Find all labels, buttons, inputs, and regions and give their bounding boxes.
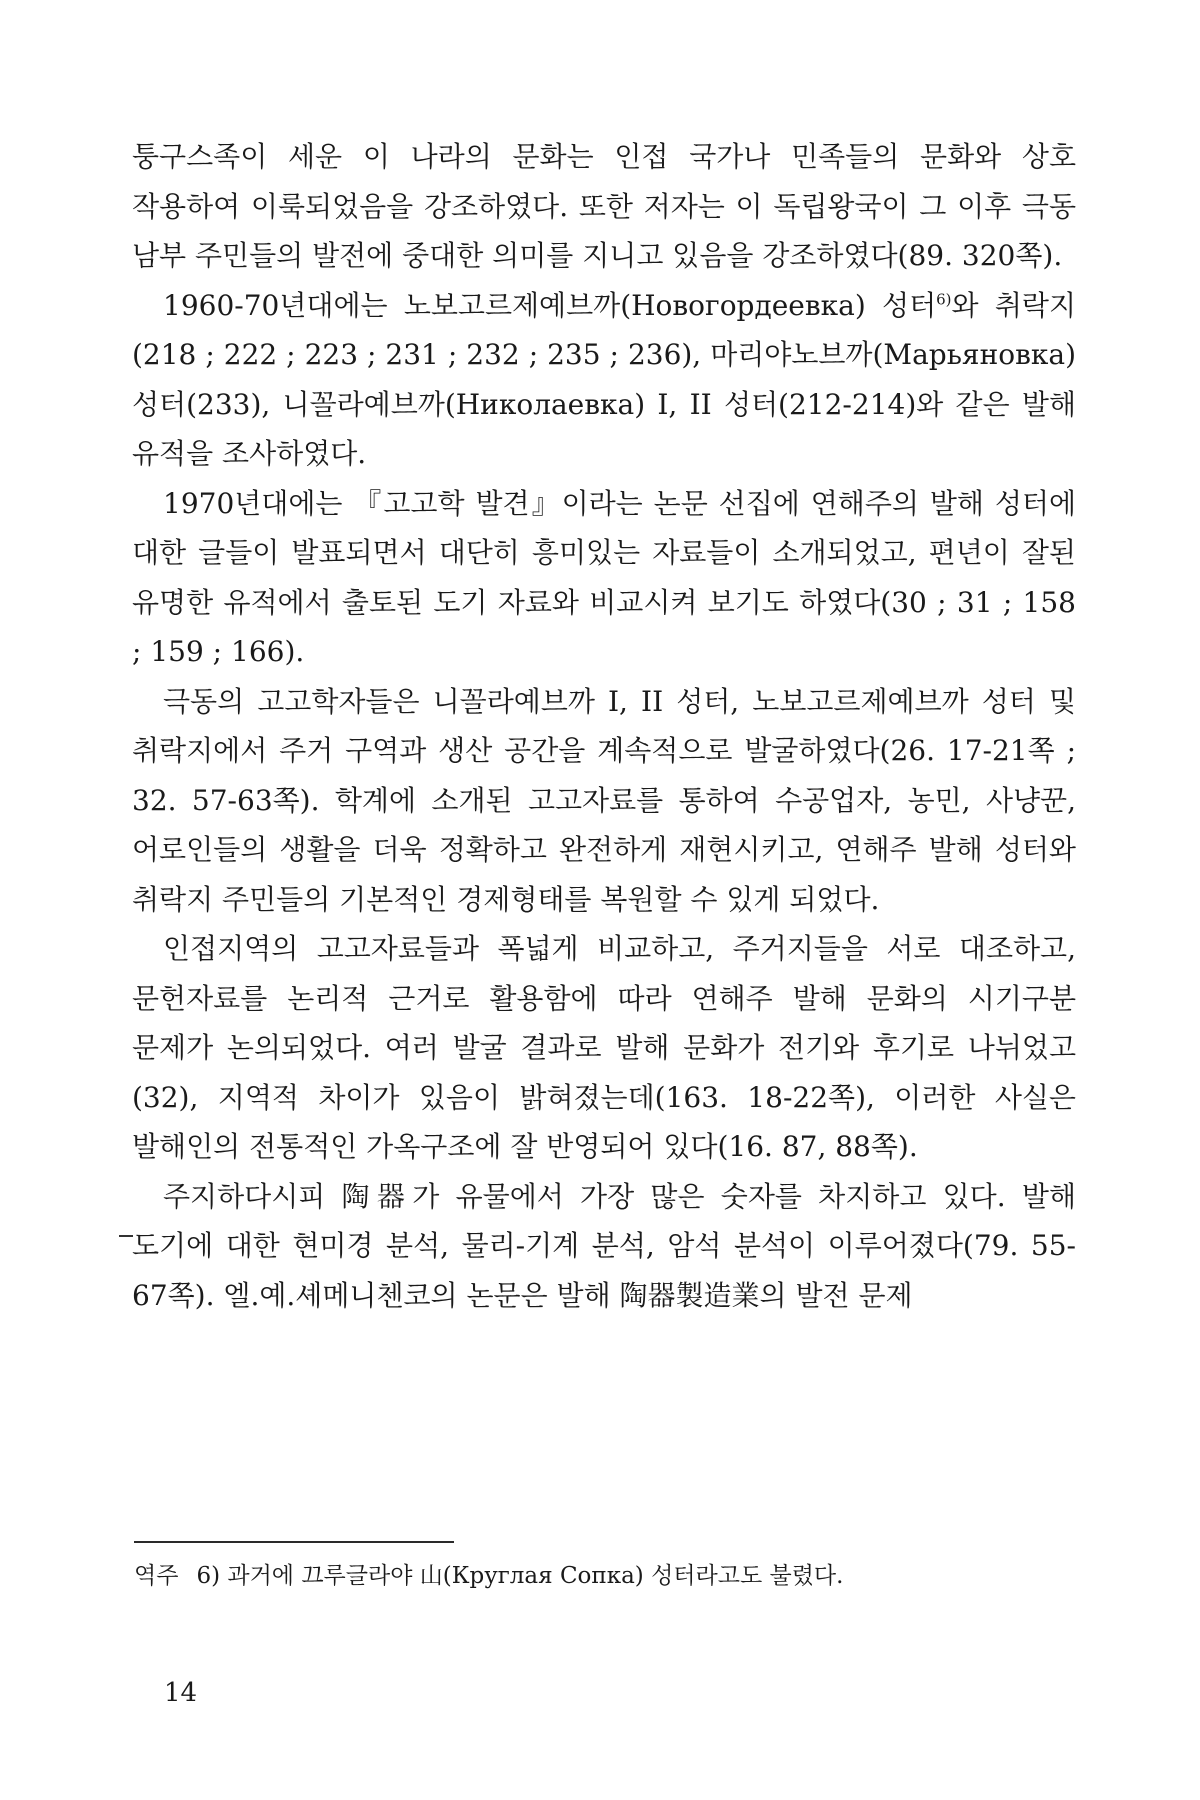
paragraph-2-text-before: 1960-70년대에는 노보고르제예브까(Новогордеевка) 성터: [163, 288, 937, 322]
paragraph-3: 1970년대에는 『고고학 발견』이라는 논문 선집에 연해주의 발해 성터에 대한 글들이 발표되면서 대단히 흥미있는 자료들이 소개되었고, 편년이 잘된 유명한 유적에서 출토된 도기 자료와 비교시켜 보기도 하였다(30 ; 31 ; 158 ; 159 ; 166).: [132, 486, 1076, 668]
body-text: [132, 132, 1076, 1320]
paragraph-6: 주지하다시피 陶器가 유물에서 가장 많은 숫자를 차지하고 있다. 발해 도기에 대한 현미경 분석, 물리-기계 분석, 암석 분석이 이루어졌다(79. 55-67쪽). 엘.예.셰메니첸코의 논문은 발해 陶器製造業의 발전 문제: [132, 1179, 1076, 1312]
paragraph-2-text-after: 와 취락지(218 ; 222 ; 223 ; 231 ; 232 ; 235 ; 236), 마리야노브까(Марьяновка) 성터(233), 니꼴라예브까(Николаевка) I, II 성터(212-214)와 같은 발해 유적을 조사하였다.: [132, 288, 1077, 470]
footnote-label: 역주: [134, 1563, 179, 1589]
footnote-reference: 6): [936, 290, 952, 309]
paragraph-2: [132, 281, 1076, 479]
paragraph-5: 인접지역의 고고자료들과 폭넓게 비교하고, 주거지들을 서로 대조하고, 문헌자료를 논리적 근거로 활용함에 따라 연해주 발해 문화의 시기구분 문제가 논의되었다. 여러 발굴 결과로 발해 문화가 전기와 후기로 나뉘었고(32), 지역적 차이가 있음이 밝혀졌는데(163. 18-22쪽), 이러한 사실은 발해인의 전통적인 가옥구조에 잘 반영되어 있다(16. 87, 88쪽).: [132, 932, 1076, 1163]
paragraph-1: 퉁구스족이 세운 이 나라의 문화는 인접 국가나 민족들의 문화와 상호 작용하여 이룩되었음을 강조하였다. 또한 저자는 이 독립왕국이 그 이후 극동 남부 주민들의 발전에 중대한 의미를 지니고 있음을 강조하였다(89. 320쪽).: [132, 140, 1076, 272]
page-number: 14: [164, 1678, 198, 1708]
footnote: [134, 1558, 1078, 1594]
margin-mark: [119, 1235, 133, 1237]
footnote-text: 6) 과거에 끄루글라야 山(Круглая Сопка) 성터라고도 불렸다.: [196, 1563, 844, 1589]
paragraph-4: 극동의 고고학자들은 니꼴라예브까 I, II 성터, 노보고르제예브까 성터 및 취락지에서 주거 구역과 생산 공간을 계속적으로 발굴하였다(26. 17-21쪽 ; 32. 57-63쪽). 학계에 소개된 고고자료를 통하여 수공업자, 농민, 사냥꾼, 어로인들의 생활을 더욱 정확하고 완전하게 재현시키고, 연해주 발해 성터와 취락지 주민들의 기본적인 경제형태를 복원할 수 있게 되었다.: [132, 684, 1076, 916]
footnote-separator: [134, 1541, 454, 1543]
